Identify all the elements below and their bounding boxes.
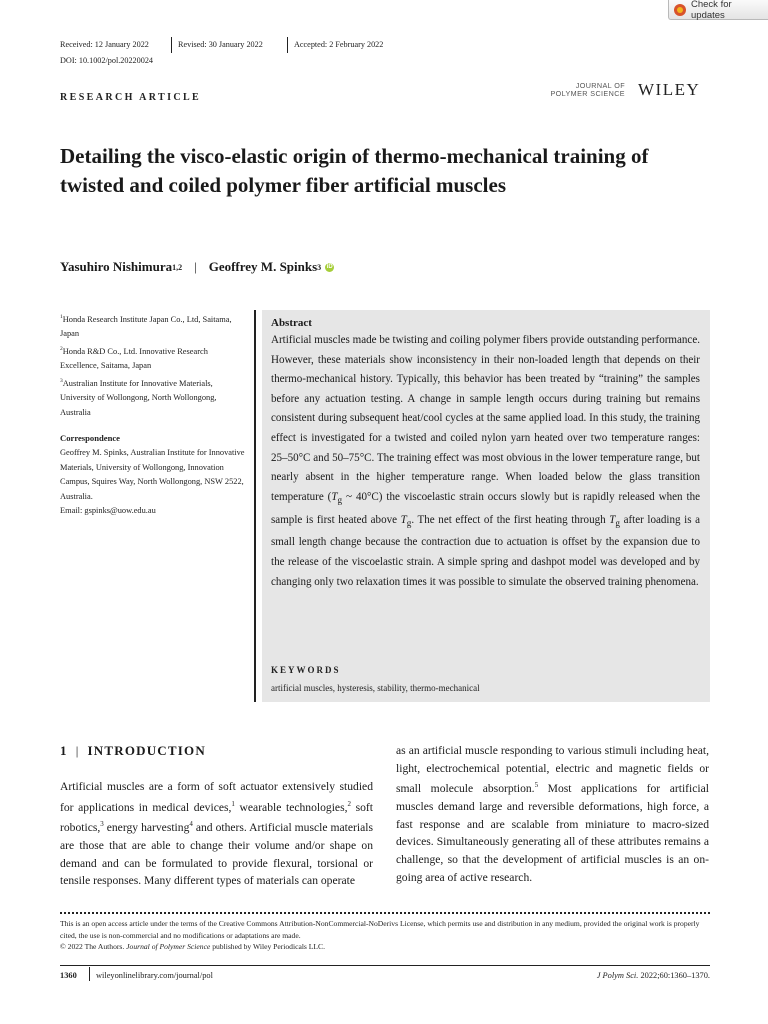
affiliation: [60, 310, 246, 342]
footer-divider: [60, 912, 710, 914]
affiliation-marker: 2: [60, 346, 63, 352]
author-name[interactable]: Yasuhiro Nishimura: [60, 259, 173, 274]
license-notice: [60, 918, 710, 953]
author-list: [60, 259, 334, 275]
tg-subscript: g: [337, 494, 343, 505]
author-name[interactable]: Geoffrey M. Spinks: [208, 259, 318, 274]
abstract-segment: . The net effect of the first heating through: [411, 513, 610, 526]
author-divider: |: [194, 259, 197, 274]
citation-details: 2022;60:1360–1370.: [638, 971, 710, 980]
section-heading: [60, 743, 206, 759]
copyright-text: © 2022 The Authors.: [60, 942, 127, 951]
body-text: Most applications for artificial muscles demand large and reversible deformations, high force, a fast response and are scalable from miniature to macro-sized devices. Simultaneously generating all of these attributes remains a challenge, so that the development of artificial muscles is an on-going area of active research.: [396, 782, 709, 884]
affiliation-marker: 3: [60, 378, 63, 384]
copyright-journal: Journal of Polymer Science: [126, 942, 211, 951]
received-date: Received: 12 January 2022: [60, 40, 149, 49]
affiliation-text: Australian Institute for Innovative Materials, University of Wollongong, North Wollongong, Australia: [60, 378, 217, 417]
reference-link[interactable]: 2: [347, 799, 351, 808]
abstract-heading: Abstract: [271, 317, 312, 329]
body-text: wearable technologies,: [234, 800, 348, 814]
check-for-updates-button[interactable]: [668, 0, 768, 20]
article-type: RESEARCH ARTICLE: [60, 92, 202, 103]
body-text: soft robotics,: [60, 800, 373, 835]
correspondence-address: Geoffrey M. Spinks, Australian Institute for Innovative Materials, University of Wollongong, Innovation Campus, Squires Way, North Wollongong, NSW 2522, Australia.: [60, 448, 245, 501]
abstract-text: [271, 331, 700, 592]
article-title: Detailing the visco-elastic origin of thermo-mechanical training of twisted and coiled polymer fiber artificial muscles: [60, 144, 649, 197]
correspondence-email[interactable]: Email: gspinks@uow.edu.au: [60, 506, 156, 515]
abstract-rule: [254, 310, 256, 702]
citation-journal: J Polym Sci.: [596, 971, 639, 980]
copyright-text: published by Wiley Periodicals LLC.: [210, 942, 326, 951]
reference-link[interactable]: 3: [100, 820, 104, 829]
orcid-icon[interactable]: iD: [326, 263, 333, 270]
section-divider: |: [75, 743, 80, 758]
intro-paragraph-left: [60, 778, 373, 890]
journal-logo: [549, 82, 625, 98]
affiliation-marker: 1: [60, 314, 63, 320]
reference-link[interactable]: 5: [534, 781, 539, 790]
publisher-logo: WILEY: [638, 80, 701, 99]
keywords-heading: KEYWORDS: [271, 665, 341, 675]
journal-logo-line2: POLYMER SCIENCE: [550, 89, 625, 98]
body-text: energy harvesting: [103, 821, 190, 835]
footer-rule: [60, 965, 710, 966]
reference-link[interactable]: 1: [231, 799, 235, 808]
crossmark-icon: [674, 4, 686, 16]
tg-subscript: g: [615, 517, 620, 528]
abstract-segment: ~ 40°C) the viscoelastic strain occurs slowly but is rapidly released when the sample is first heated above: [271, 490, 700, 526]
copyright-line: [60, 941, 710, 953]
keywords-list: artificial muscles, hysteresis, stability, thermo-mechanical: [271, 683, 480, 693]
tg-symbol: T: [331, 490, 338, 503]
section-title: INTRODUCTION: [87, 743, 206, 758]
revised-date: Revised: 30 January 2022: [178, 40, 263, 49]
citation-line: [500, 971, 710, 980]
author-affiliation-marker: 1,2: [172, 262, 183, 272]
page-number: 1360: [60, 971, 77, 980]
body-text: Artificial muscles are a form of soft actuator extensively studied for applications in medical devices,: [60, 780, 373, 814]
check-for-updates-label: Check for updates: [691, 0, 732, 21]
journal-logo-line1: JOURNAL OF: [575, 81, 625, 90]
author-affiliation-marker: 3: [317, 262, 322, 272]
header-separator: [287, 37, 288, 53]
affiliation-text: Honda Research Institute Japan Co., Ltd, Saitama, Japan: [60, 314, 232, 339]
journal-url[interactable]: wileyonlinelibrary.com/journal/pol: [96, 971, 213, 980]
header-separator: [171, 37, 172, 53]
tg-symbol: T: [400, 513, 407, 526]
reference-link[interactable]: 4: [189, 820, 193, 829]
tg-subscript: g: [406, 517, 412, 528]
tg-symbol: T: [609, 513, 616, 526]
license-text: This is an open access article under the terms of the Creative Commons Attribution-NonCommercial-NoDerivs License, which permits use and distribution in any medium, provided the original work is properly cited, the use is non-commercial and no modifications or adaptations are made.: [60, 919, 700, 940]
correspondence-block: [60, 446, 252, 519]
correspondence-heading: Correspondence: [60, 433, 120, 443]
abstract-segment: Artificial muscles made be twisting and coiling polymer fibers provide outstanding performance. However, these materials show inconsistency in their non-loaded length that depends on their thermo-mechanical history. Typically, this behavior has been treated by “training” the samples before any actuation testing. A change in sample length occurs during training but remains consistent during subsequent heat/cool cycles at the same applied load. In this study, the training effect is investigated for a twisted and coiled nylon yarn heated over two temperature ranges: 25–50°C and 50–75°C. The training effect was most obvious in the lower temperature range, but nearly absent in the higher temperature range. When loaded below the glass transition temperature (: [271, 334, 700, 503]
body-text: and others. Artificial muscle materials are those that are able to change their volume and/or shape on demand and can be formulated to provide flexural, torsional or tensile responses. Many different types of materials can operate: [60, 821, 373, 888]
footer-separator: [89, 967, 90, 981]
section-number: 1: [60, 743, 68, 758]
body-text: as an artificial muscle responding to various stimuli including heat, light, electrochemical potential, electric and magnetic fields or small molecule absorption.: [396, 744, 709, 796]
intro-paragraph-right: [396, 742, 709, 886]
affiliation: [60, 374, 246, 420]
affiliation: [60, 342, 246, 374]
abstract-segment: after loading is a small length change because the contraction due to actuation is offset by the expansion due to the release of the viscoelastic strain. A simple spring and dashpot model was developed and by changing only two relaxation times it was possible to simulate the observed training phenomena.: [271, 513, 701, 588]
accepted-date: Accepted: 2 February 2022: [294, 40, 384, 49]
doi[interactable]: DOI: 10.1002/pol.20220024: [60, 56, 154, 65]
affiliation-text: Honda R&D Co., Ltd. Innovative Research Excellence, Saitama, Japan: [60, 346, 208, 371]
